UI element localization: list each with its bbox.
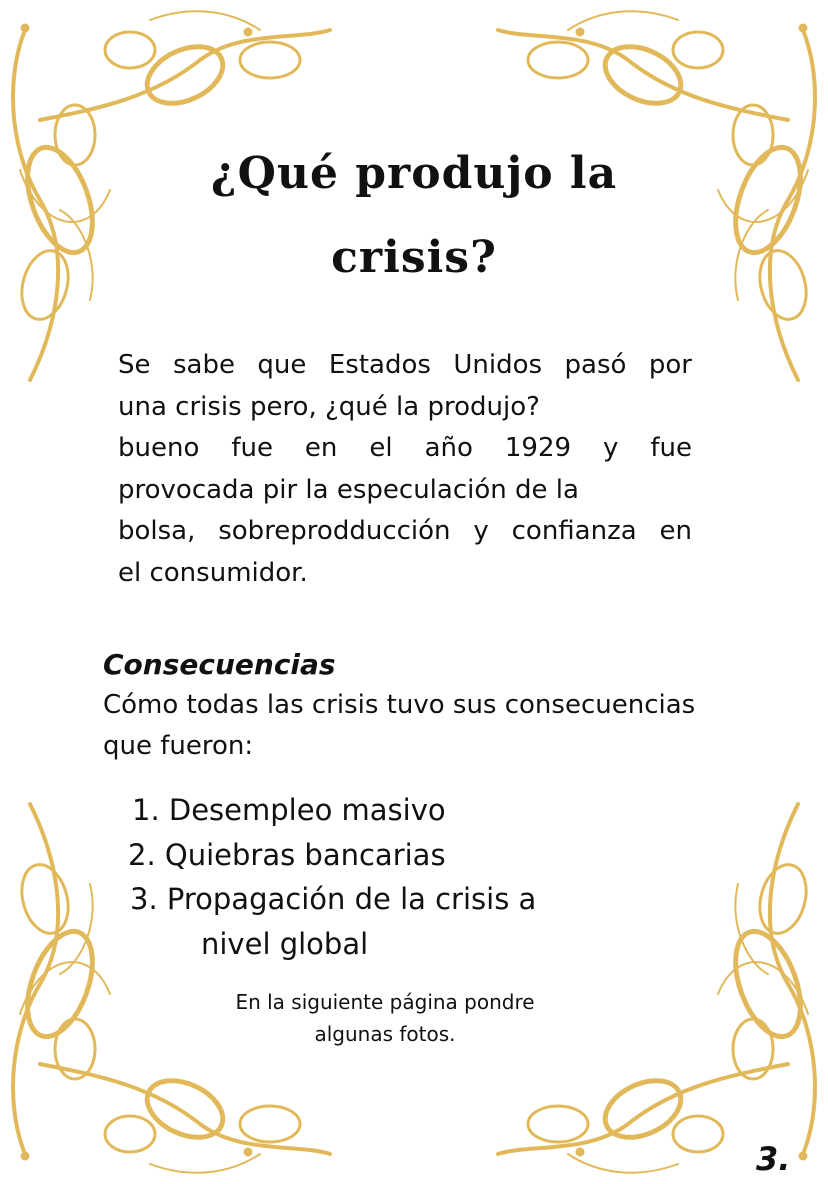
paragraph-line: el consumidor.	[118, 557, 308, 588]
consequences-intro	[103, 685, 743, 767]
paragraph-line: Se sabe que Estados Unidos pasó por	[118, 350, 692, 380]
paragraph-line: bolsa, sobreprodducción y confianza en	[118, 516, 692, 546]
note-line: En la siguiente página pondre	[235, 990, 535, 1014]
list-item: 2. Quiebras bancarias	[128, 837, 446, 872]
paragraph-line: provocada pir la especulación de la	[118, 474, 579, 505]
list-item: 1. Desempleo masivo	[132, 793, 446, 827]
list-item-continuation: nivel global	[201, 926, 369, 961]
list-item: 3. Propagación de la crisis a	[130, 882, 537, 916]
page-title-line-1: ¿Qué produjo la	[210, 148, 618, 199]
paragraph-line: una crisis pero, ¿qué la produjo?	[118, 391, 540, 422]
intro-line: Cómo todas las crisis tuvo sus consecuencias	[103, 690, 696, 720]
page-number: 3.	[756, 1140, 791, 1178]
footnote	[200, 986, 570, 1050]
note-line: algunas fotos.	[314, 1022, 456, 1046]
paragraph-line: bueno fue en el año 1929 y fue	[118, 433, 692, 463]
page-title-line-2: crisis?	[331, 232, 497, 283]
consequences-list	[128, 788, 536, 966]
intro-line: que fueron:	[103, 731, 254, 761]
consequences-heading: Consecuencias	[103, 648, 336, 681]
intro-paragraph	[118, 345, 692, 594]
